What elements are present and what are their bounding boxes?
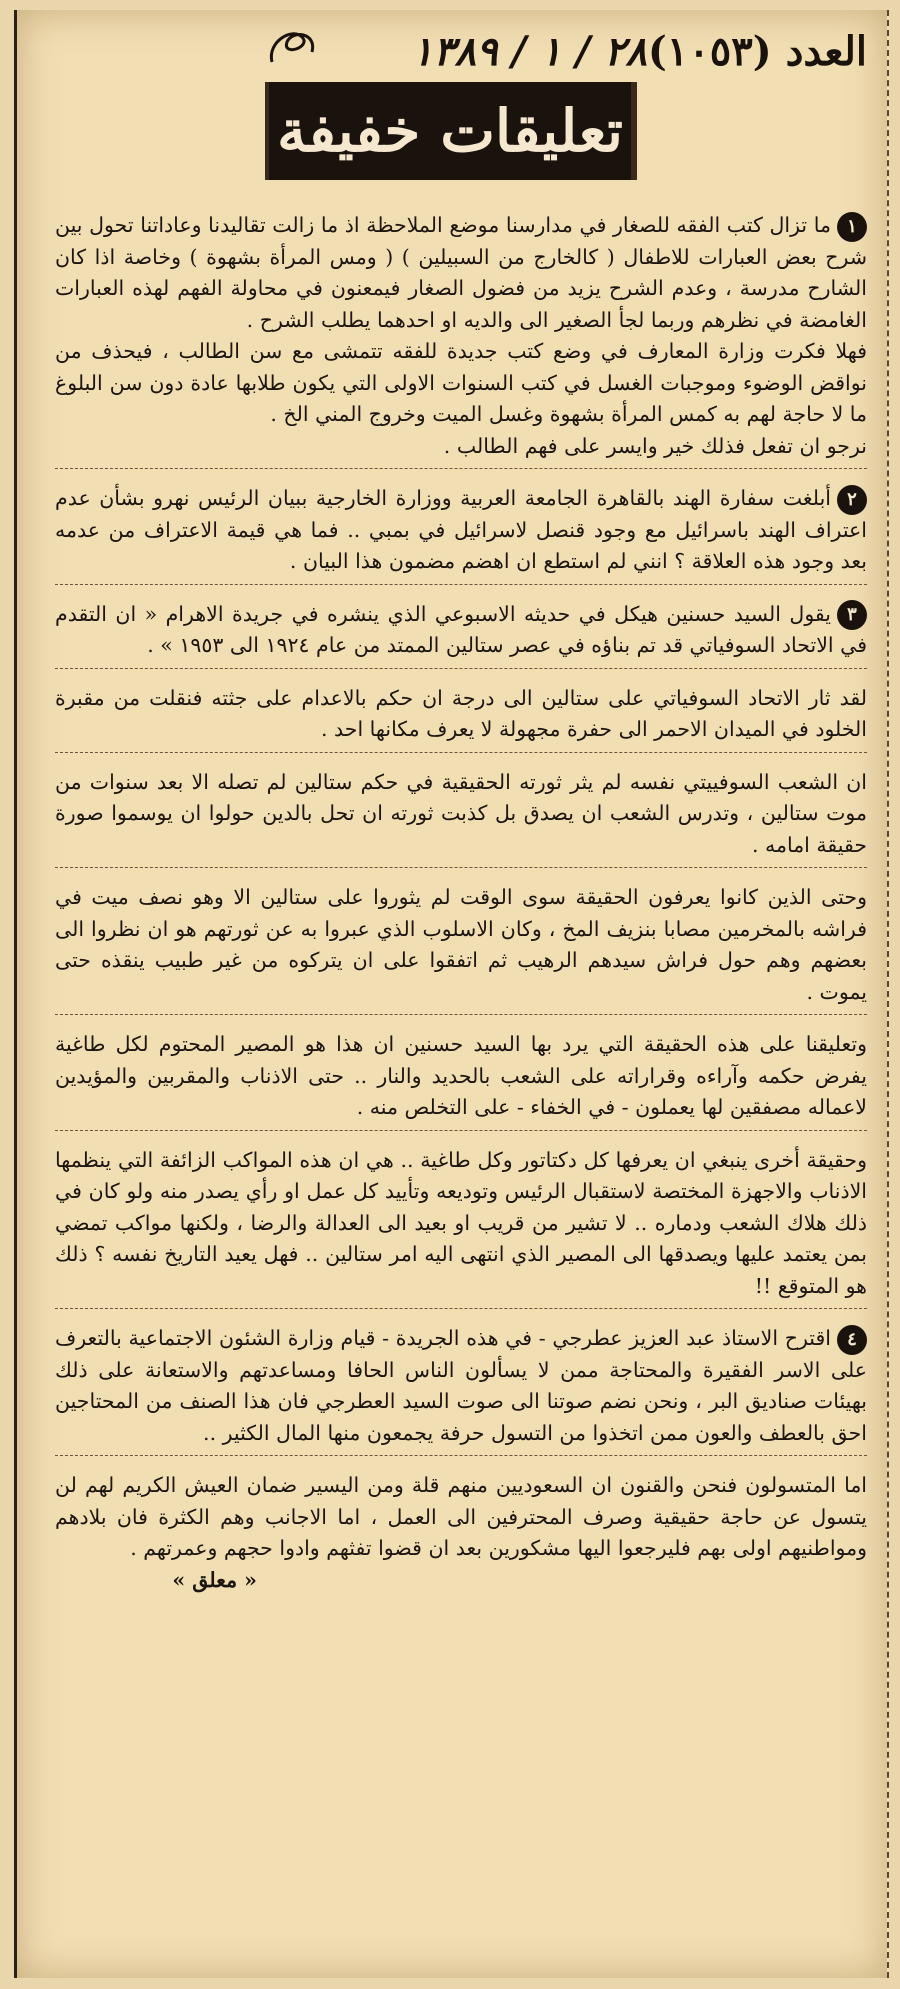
- section-divider: [55, 1014, 867, 1015]
- paragraph-text: اقترح الاستاذ عبد العزيز عطرجي - في هذه الجريدة - قيام وزارة الشئون الاجتماعية بالتعرف على الاسر الفقيرة والمحتاجة ممن لا يسألون الناس الحافا ومساعدتهم والاستعانة على ذلك بهيئات صناديق البر ، ونحن نضم صوتنا الى صوت السيد العطرجي فان هذا الصنف من المحتاجين احق بالعطف والعون ممن اتخذوا من التسول حرفة يجمعون منها المال الكثير ..: [55, 1326, 867, 1445]
- paragraph: ان الشعب السوفييتي نفسه لم يثر ثورته الحقيقية في حكم ستالين لم تصله الا بعد سنوات من موت ستالين ، وتدرس الشعب ان يصدق بل كذبت ثورته ان تحل بالدين حولوا ان يوسموا صورة حقيقة امامه .: [55, 769, 867, 857]
- section-number-badge: ٣: [837, 600, 867, 630]
- paragraph: فهلا فكرت وزارة المعارف في وضع كتب جديدة للفقه تتمشى مع سن الطالب ، فيحذف من نواقض الوضوء وموجبات الغسل في كتب السنوات الاولى التي يكون طلابها عادة دون سن البلوغ ما لا حاجة لهم به كمس المرأة بشهوة وغسل الميت وخروج المني الخ .: [55, 339, 867, 426]
- article-body: [55, 210, 867, 1596]
- paragraph: وحقيقة أخرى ينبغي ان يعرفها كل دكتاتور وكل طاغية .. هي ان هذه المواكب الزائفة التي ينظمها الاذناب والاجهزة المختصة لاستقبال الرئيس وتوديعه وتأييد كل عمل او رأي يصدر منه ولو كان في ذلك هلاك الشعب ودماره .. لا تشير من قريب او بعيد الى العدالة والرضا ، ولكنها مواكب تمضي بمن يعتمد عليها ويصدقها الى المصير الذي انتهى اليه امر ستالين .. فهل يعيد التاريخ نفسه ؟ ذلك هو المتوقع !!: [55, 1147, 867, 1298]
- paragraph-text: يقول السيد حسنين هيكل في حديثه الاسبوعي الذي ينشره في جريدة الاهرام « ان التقدم في الاتحاد السوفياتي قد تم بناؤه في عصر ستالين الممتد من عام ١٩٢٤ الى ١٩٥٣ » .: [55, 601, 867, 657]
- paragraph-text: أبلغت سفارة الهند بالقاهرة الجامعة العربية ووزارة الخارجية ببيان الرئيس نهرو بشأن عدم اعتراف الهند باسرائيل مع وجود قنصل لاسرائيل في بمبي .. فما هي قيمة الاعتراف من عدمه بعد وجود هذه العلاقة ؟ انني لم استطع ان اهضم مضمون هذا البيان .: [55, 486, 867, 573]
- paragraph-text: ما تزال كتب الفقه للصغار في مدارسنا موضع الملاحظة اذ ما زالت تقاليدنا وعاداتنا تحول بين شرح بعض العبارات للاطفال ( كالخارج من السبيلين ) ( ومس المرأة بشهوة ) وخاصة اذا كان الشارح مدرسة ، وعدم الشرح يزيد من فضول الصغار فيمعنون في محاولة الفهم لهذه العبارات الغامضة في نظرهم وربما لجأ الصغير الى والديه او احدهما يطلب الشرح .: [55, 213, 867, 332]
- author-signature: « معلق »: [172, 1567, 257, 1592]
- section-2: [55, 483, 867, 578]
- issue-date: ٢٨ / ١ / ١٣٨٩: [411, 28, 647, 75]
- issue-number: العدد (١٠٥٣): [647, 28, 867, 75]
- section-1: [55, 210, 867, 462]
- section-3: [55, 599, 867, 1303]
- paragraph: نرجو ان تفعل فذلك خير وايسر على فهم الطالب .: [443, 433, 867, 458]
- section-divider: [55, 1455, 867, 1456]
- issue-header: [267, 28, 867, 88]
- section-divider: [55, 867, 867, 868]
- paragraph: [55, 483, 867, 578]
- section-divider: [55, 752, 867, 753]
- section-number-badge: ٢: [837, 485, 867, 515]
- paragraph: لقد ثار الاتحاد السوفياتي على ستالين الى درجة ان حكم بالاعدام على جثته فنقلت من مقبرة الخلود في الميدان الاحمر الى حفرة مجهولة لا يعرف مكانها احد .: [55, 685, 867, 741]
- paragraph: وتعليقنا على هذه الحقيقة التي يرد بها السيد حسنين ان هذا هو المصير المحتوم لكل طاغية يفرض حكمه وآراءه وقراراته على الشعب بالحديد والنار .. حتى الاذناب والمقربين والمؤيدين لاعماله مصفقين لها يعملون - في الخفاء - على التخلص منه .: [55, 1032, 867, 1119]
- paragraph: اما المتسولون فنحن والقنون ان السعوديين منهم قلة ومن اليسير ضمان العيش الكريم لهم لن يتسول عن حاجة حقيقية وصرف المحترفين الى العمل ، اما الاجانب وهم الكثرة فان بلادهم ومواطنيهم اولى بهم فليرجعوا اليها مشكورين بعد ان قضوا تفثهم وادوا حجهم وعمرتهم .: [55, 1473, 867, 1560]
- section-number-badge: ٤: [837, 1325, 867, 1355]
- section-divider: [55, 1130, 867, 1131]
- column-title-banner: [269, 82, 631, 180]
- paragraph: [55, 599, 867, 662]
- section-4: [55, 1323, 867, 1565]
- paragraph: [55, 1323, 867, 1449]
- section-divider: [55, 468, 867, 469]
- section-divider: [55, 584, 867, 585]
- section-number-badge: ١: [837, 212, 867, 242]
- column-title: تعليقات خفيفة: [277, 97, 623, 165]
- paragraph: وحتى الذين كانوا يعرفون الحقيقة سوى الوقت لم يثوروا على ستالين الا وهو نصف ميت في فراشه بالمخرمين مصابا بنزيف المخ ، وكان الاسلوب الذي عبروا به عن ثورتهم هو ان نظروا الى بعضهم وهم حول فراش سيدهم الرهيب ثم اتفقوا على ان يتركوه من غير طبيب ينقذه حتى يموت .: [55, 885, 867, 1004]
- section-divider: [55, 1308, 867, 1309]
- newspaper-clipping: [14, 10, 889, 1978]
- paragraph: [55, 210, 867, 336]
- section-divider: [55, 668, 867, 669]
